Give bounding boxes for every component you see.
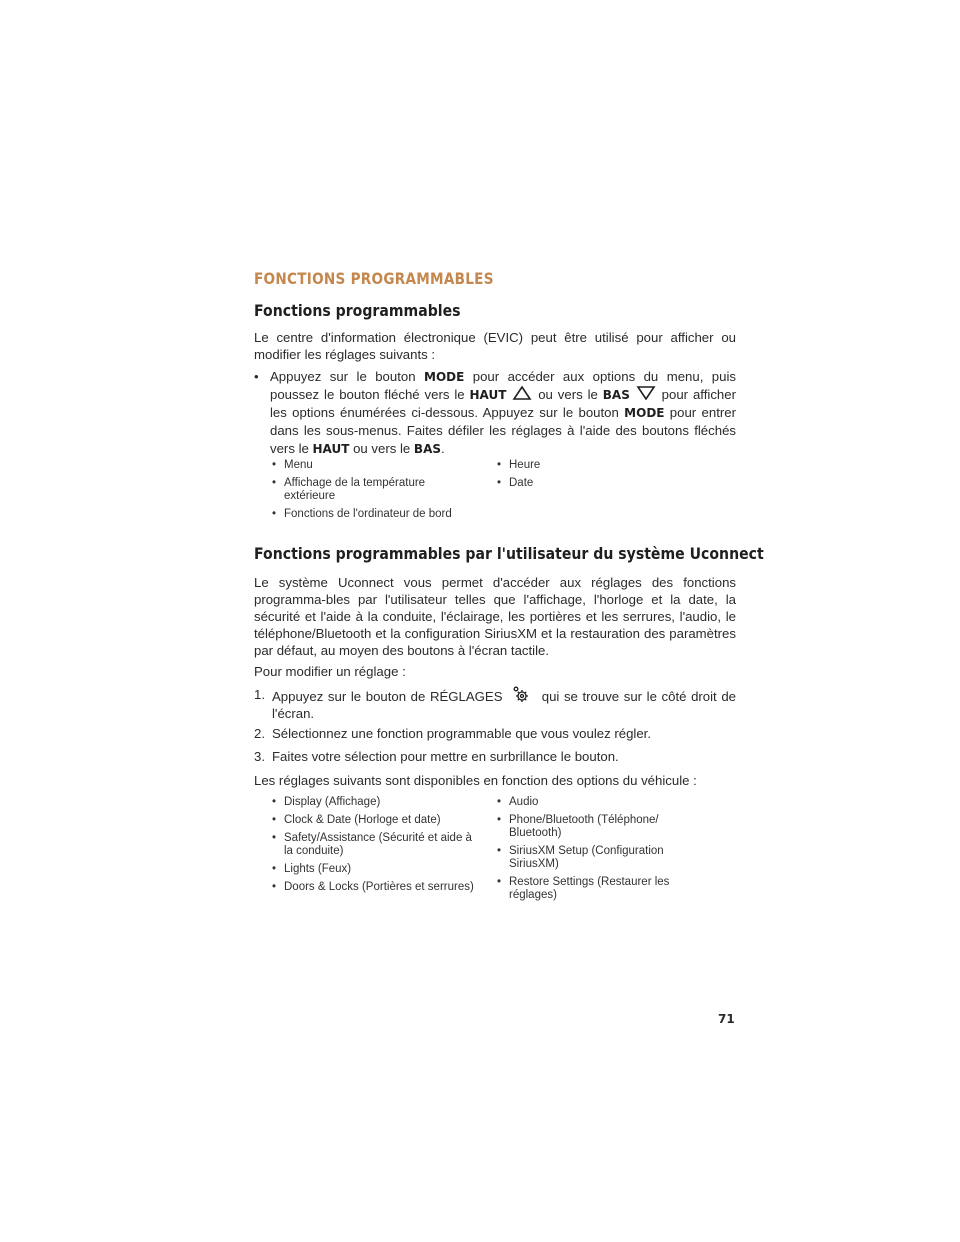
list-item: • Safety/Assistance (Sécurité et aide à la conduite) <box>272 832 484 858</box>
list-item: • Date <box>497 477 697 490</box>
up-arrow-icon <box>511 386 533 400</box>
text-run: pour afficher les options énumérées ci-dessous. Appuyez sur le bouton <box>270 387 736 420</box>
bas-keyword: BAS <box>413 442 441 456</box>
step-text <box>272 686 736 722</box>
uconnect-title: Fonctions programmables par l'utilisateur du système Uconnect <box>254 544 764 563</box>
uconnect-list-right <box>497 796 697 907</box>
uconnect-list-left <box>272 796 486 899</box>
list-item: • Audio <box>497 796 697 809</box>
evic-intro: Le centre d'information électronique (EVIC) peut être utilisé pour afficher ou modifier les réglages suivants : <box>254 330 736 362</box>
text-run: pour accéder aux options du menu, puis poussez le bouton fléché vers le <box>270 369 736 402</box>
list-item: • Doors & Locks (Portières et serrures) <box>272 881 486 894</box>
list-item: • Clock & Date (Horloge et date) <box>272 814 486 827</box>
evic-title: Fonctions programmables <box>254 301 461 320</box>
howto-text: Pour modifier un réglage : <box>254 664 406 679</box>
step-text: Faites votre sélection pour mettre en surbrillance le bouton. <box>272 749 619 764</box>
section-title: FONCTIONS PROGRAMMABLES <box>254 269 494 288</box>
bullet-dot: • <box>254 369 259 384</box>
down-arrow-icon <box>635 386 657 400</box>
haut-keyword: HAUT <box>469 388 507 402</box>
step-number: 2. <box>254 726 265 741</box>
mode-keyword: MODE <box>424 370 465 384</box>
list-item: • Display (Affichage) <box>272 796 486 809</box>
list-item: • Restore Settings (Restaurer les réglages) <box>497 876 684 902</box>
text-run: . <box>441 441 445 456</box>
evic-list-right <box>497 459 697 495</box>
list-item: • Phone/Bluetooth (Téléphone/ Bluetooth) <box>497 814 684 840</box>
list-item: • Lights (Feux) <box>272 863 486 876</box>
settings-gear-icon <box>507 686 537 702</box>
step-3 <box>254 748 736 765</box>
page-number: 71 <box>718 1012 735 1026</box>
available-text: Les réglages suivants sont disponibles en fonction des options du véhicule : <box>254 773 697 788</box>
step-1 <box>254 686 736 722</box>
step-number: 1. <box>254 687 265 702</box>
list-item: • Affichage de la température extérieure <box>272 477 459 503</box>
evic-list-left <box>272 459 472 526</box>
text-run: ou vers le <box>533 387 603 402</box>
step-2 <box>254 725 736 742</box>
text-run: Appuyez sur le bouton de RÉGLAGES <box>272 689 508 704</box>
haut-keyword: HAUT <box>312 442 350 456</box>
evic-bullet <box>254 368 736 458</box>
list-item: • Menu <box>272 459 472 472</box>
uconnect-intro: Le système Uconnect vous permet d'accéder aux réglages des fonctions programma-bles par l'utilisateur telles que l'affichage, l'horloge et la date, la sécurité et l'aide à la conduite, l'éclairage, les portières et les serrures, l'audio, le téléphone/Bluetooth et la configuration SiriusXM et la restauration des paramètres par défaut, au moyen des boutons à l'écran tactile. <box>254 575 736 658</box>
step-text: Sélectionnez une fonction programmable que vous voulez régler. <box>272 726 652 741</box>
text-run: Appuyez sur le bouton <box>270 369 424 384</box>
list-item: • Fonctions de l'ordinateur de bord <box>272 508 472 521</box>
text-run: pour entrer dans les sous-menus. Faites défiler les réglages à l'aide des boutons fléchés vers le <box>270 405 736 456</box>
list-item: • SiriusXM Setup (Configuration SiriusXM) <box>497 845 689 871</box>
bas-keyword: BAS <box>602 388 630 402</box>
text-run: ou vers le <box>349 441 414 456</box>
list-item: • Heure <box>497 459 697 472</box>
step-number: 3. <box>254 749 265 764</box>
mode-keyword: MODE <box>624 406 665 420</box>
text-run: qui se trouve sur le côté droit de l'écran. <box>272 689 737 721</box>
evic-bullet-text <box>270 368 736 458</box>
